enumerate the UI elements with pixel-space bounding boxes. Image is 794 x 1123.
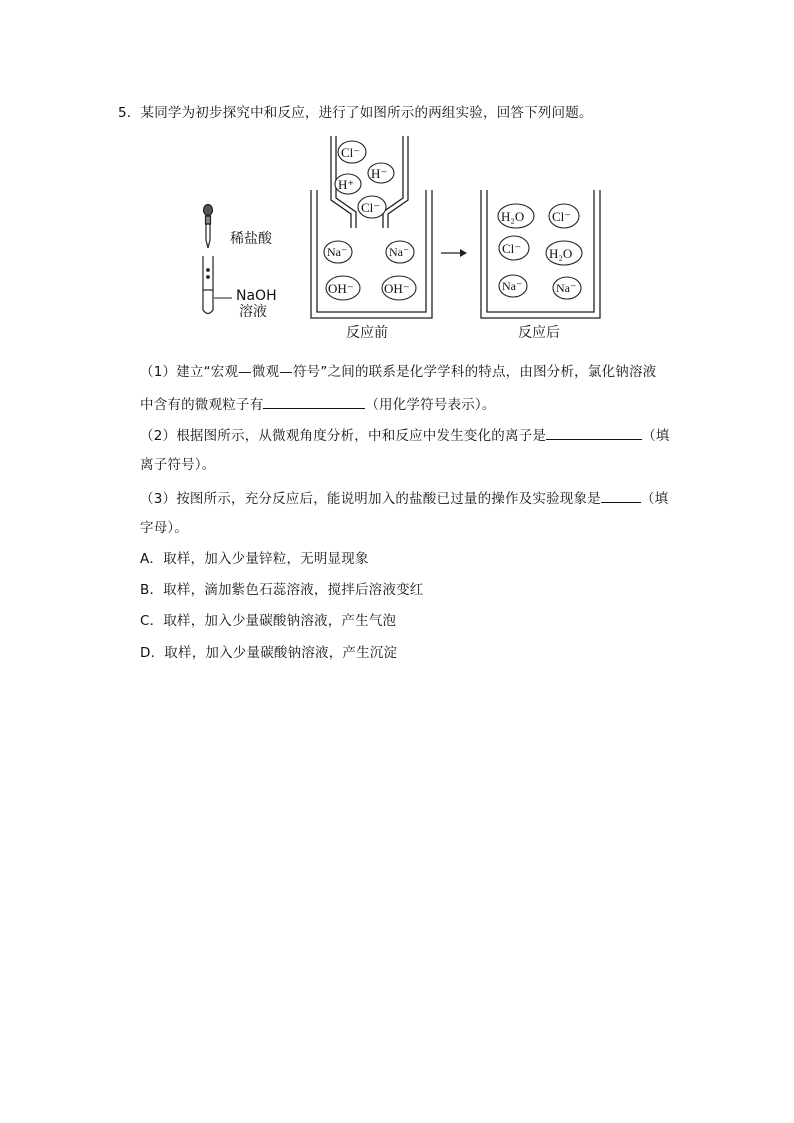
option-d-text: 取样，加入少量碳酸钠溶液，产生沉淀 <box>164 645 398 661</box>
option-a-letter: A． <box>140 551 164 567</box>
sub-question-3-line-2 <box>140 519 188 537</box>
after-ion-1: H₂O <box>501 209 525 224</box>
pipe-ion-1: Cl⁻ <box>341 145 361 160</box>
option-c-text: 取样，加入少量碳酸钠溶液，产生气泡 <box>163 613 397 629</box>
option-b <box>140 581 423 599</box>
dropper-icon <box>204 205 213 249</box>
q3-answer-blank[interactable] <box>601 488 641 503</box>
test-tube-icon <box>203 256 213 314</box>
before-ion-3: OH⁻ <box>328 281 354 296</box>
sub-question-1-line-1 <box>140 363 656 381</box>
option-c <box>140 612 396 630</box>
caption-after: 反应后 <box>518 325 560 341</box>
q1-text-1: （1）建立“宏观—微观—符号”之间的联系是化学学科的特点，由图分析，氯化钠溶液 <box>140 364 657 380</box>
sub-question-3-line-1 <box>140 488 668 508</box>
caption-before: 反应前 <box>346 325 388 341</box>
option-d <box>140 644 397 662</box>
q2-text-2: （填 <box>642 428 670 444</box>
after-ion-6: Na⁻ <box>556 281 577 295</box>
experiment-figure <box>0 130 794 370</box>
q3-text-1: （3）按图所示，充分反应后，能说明加入的盐酸已过量的操作及实验现象是 <box>140 491 601 507</box>
before-ion-1: Na⁻ <box>327 245 348 259</box>
sub-question-1-line-2 <box>140 394 496 414</box>
pipe-ion-2: H⁻ <box>371 166 388 181</box>
question-stem <box>118 104 593 122</box>
after-ion-2: Cl⁻ <box>552 209 572 224</box>
question-text: 某同学为初步探究中和反应，进行了如图所示的两组实验，回答下列问题。 <box>140 105 593 121</box>
question-number: 5． <box>118 105 141 121</box>
q2-text-1: （2）根据图所示，从微观角度分析，中和反应中发生变化的离子是 <box>140 428 547 444</box>
before-ion-4: OH⁻ <box>384 281 410 296</box>
q3-text-2: （填 <box>640 491 669 507</box>
reaction-arrow-icon <box>441 249 467 257</box>
option-c-letter: C． <box>140 613 164 629</box>
option-b-letter: B． <box>140 582 164 598</box>
sub-question-2-line-2 <box>140 456 215 474</box>
after-ion-3: Cl⁻ <box>502 241 522 256</box>
q3-text-3: 字母）。 <box>140 520 189 536</box>
pipe-ion-3: H⁺ <box>338 177 355 192</box>
option-a-text: 取样，加入少量锌粒，无明显现象 <box>163 551 369 567</box>
q1-answer-blank[interactable] <box>263 394 365 409</box>
q2-text-3: 离子符号）。 <box>140 457 216 473</box>
sub-question-2-line-1 <box>140 425 670 445</box>
q1-text-3: （用化学符号表示）。 <box>365 397 496 413</box>
pipe-ion-4: Cl⁻ <box>361 200 381 215</box>
q2-answer-blank[interactable] <box>546 425 642 440</box>
option-d-letter: D． <box>140 645 165 661</box>
q1-text-2: 中含有的微观粒子有 <box>140 397 264 413</box>
before-ion-2: Na⁻ <box>389 245 410 259</box>
tube-label-solution: 溶液 <box>239 304 267 320</box>
tube-label-naoh: NaOH <box>236 288 277 304</box>
option-a <box>140 550 369 568</box>
option-b-text: 取样，滴加紫色石蕊溶液，搅拌后溶液变红 <box>163 582 424 598</box>
dropper-label: 稀盐酸 <box>230 231 272 247</box>
after-ion-4: H₂O <box>549 246 573 261</box>
after-ion-5: Na⁻ <box>502 279 523 293</box>
